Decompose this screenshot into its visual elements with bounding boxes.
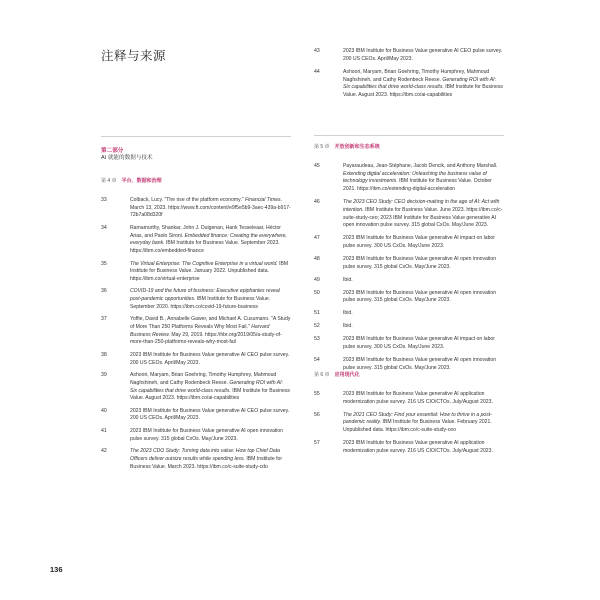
reference-item [101, 288, 291, 311]
reference-title: The 2021 CEO Study: Find your essential: How to thrive in a post-pandemic reality. [343, 411, 492, 426]
reference-text: 2023 IBM Institute for Business Value generative AI open innovation pulse survey. 315 global CxOs. May/June 2023. [130, 427, 284, 442]
reference-item [314, 235, 504, 250]
reference-text: Ibid. [343, 276, 353, 283]
reference-number: 33 [101, 197, 107, 203]
reference-item [101, 316, 291, 347]
chapter-number: 第 5 章 [314, 144, 330, 150]
reference-title: Embedded finance: Creating the everywhere, everyday bank. [130, 232, 287, 247]
reference-number: 47 [314, 235, 320, 242]
reference-item [314, 199, 504, 230]
reference-number: 45 [314, 163, 320, 169]
reference-item [101, 408, 291, 423]
right-references-top [314, 48, 504, 100]
reference-text: Ibid. [343, 310, 353, 317]
section-divider [314, 135, 504, 136]
reference-text: Payaraudeau, Jean-Stéphane, Jacob Dencik, and Anthony Marshall. Extending digital acceleration: Unleashing the business value of technology investments. IBM Institute for Business Value. October 2021. https://ibm.co/extending-digital-acceleration [343, 163, 498, 193]
reference-item [314, 163, 504, 194]
chapter-title: 开放创新和生态系统 [334, 144, 380, 150]
reference-number: 46 [314, 199, 320, 206]
chapter-number: 第 4 章 [101, 178, 117, 184]
reference-item [314, 48, 504, 63]
reference-text: 2023 IBM Institute for Business Value generative AI CEO pulse survey. 200 US CEOs. April/May 2023. [130, 351, 290, 366]
reference-number: 49 [314, 276, 320, 283]
reference-title: Financial Times. [244, 197, 283, 203]
reference-number: 55 [314, 391, 320, 397]
reference-text: 2023 IBM Institute for Business Value generative AI open innovation pulse survey. 315 global CxOs. May/June 2023. [343, 289, 497, 304]
chapter-4-heading [101, 177, 162, 184]
chapter-5-heading [314, 143, 380, 150]
section-divider [101, 136, 291, 137]
reference-item [314, 277, 504, 285]
reference-text: Ibid. [343, 323, 353, 330]
reference-title: Harvard Business Review. [130, 324, 270, 338]
chapter-title: 平台、数据和治理 [121, 178, 162, 184]
reference-text: Colback, Lucy. "The rise of the platform economy." Financial Times. March 13, 2023. https://www.ft.com/content/e9f5e5b9-3aec-439a-b917-72b7a08d320f [130, 197, 291, 219]
reference-number: 56 [314, 411, 320, 418]
reference-item [314, 412, 504, 435]
chapter-5-references [314, 163, 504, 372]
reference-text: Ashoori, Maryam, Brian Goehring, Timothy Humphrey, Mahmoud Naghshineh, and Cathy Rodenbeck Reese. Generating ROI with AI: Six capabilities that drive world-class results. IBM Institute for Business Value. August 2023. https://ibm.co/ai-capabilities [343, 68, 503, 99]
reference-number: 48 [314, 255, 320, 262]
reference-text: The 2021 CEO Study: Find your essential: How to thrive in a post-pandemic reality. IBM Institute for Business Value. February 2021. Unpublished data. https://ibm.co/c-suite-study-ceo [343, 411, 492, 434]
reference-item [314, 69, 504, 100]
reference-text: Ramamurthy, Shankar, John J. Duigenan, Hank Tesseleaar, Héctor Arias, and Paolo Sironi. Embedded finance: Creating the everywhere, everyday bank. IBM Institute for Business Value. September 2023. https://ibm.co/embedded-finance [130, 224, 287, 255]
reference-item [101, 372, 291, 403]
reference-number: 38 [101, 351, 107, 358]
reference-number: 51 [314, 310, 320, 317]
reference-text: 2023 IBM Institute for Business Value generative AI impact on labor pulse survey. 300 US CxOs. May/June 2023. [343, 235, 495, 249]
reference-title: The Virtual Enterprise: The Cognitive Enterprise in a virtual world. [130, 260, 278, 267]
reference-text: 2023 IBM Institute for Business Value generative AI CEO pulse survey. 200 US CEOs. April/May 2023. [130, 407, 290, 422]
reference-number: 37 [101, 316, 107, 323]
reference-number: 42 [101, 448, 107, 455]
reference-text: The 2023 CEO Study: CEO decision-making in the age of AI: Act with intention. IBM Institute for Business Value. June 2023. https://ibm.co/c-suite-study-ceo; 2023 IBM Institute for Business Value generative AI open innovation pulse survey. 315 global CxOs. May/June 2023. [343, 199, 503, 229]
reference-item [314, 310, 504, 318]
reference-number: 36 [101, 288, 107, 295]
reference-text: COVID-19 and the future of business: Executive epiphanies reveal post-pandemic opportunities. IBM Institute for Business Value. September 2020. https://ibm.co/covid-19-future-business [130, 288, 280, 310]
reference-text: Ashoori, Maryam, Brian Goehring, Timothy Humphrey, Mahmoud Naghshineh, and Cathy Rodenbeck Reese. Generating ROI with AI: Six capabilities that drive world-class results. IBM Institute for Business Value. August 2023. https://ibm.co/ai-capabilities [130, 372, 290, 402]
reference-text: The Virtual Enterprise: The Cognitive Enterprise in a virtual world. IBM Institute for Business Value. January 2022. Unpublished data. https://ibm.co/virtual-enterprise [130, 260, 289, 282]
reference-item [101, 225, 291, 256]
reference-number: 54 [314, 357, 320, 364]
page-title: 注释与来源 [101, 49, 167, 63]
reference-number: 35 [101, 260, 107, 267]
reference-item [314, 290, 504, 305]
reference-text: Yoffie, David B., Annabelle Gawer, and Michael A. Cusumano. "A Study of More Than 250 Platforms Reveals Why Most Fail." Harvard Business Review. May 29, 2019. https://hbr.org/2019/05/a-study-of-more-than-250-platforms-reveals-why-most-fail [130, 316, 291, 346]
reference-title: Extending digital acceleration: Unleashing the business value of technology investments. [343, 170, 487, 185]
chapter-6-references [314, 391, 504, 456]
reference-text: 2023 IBM Institute for Business Value generative AI application modernization pulse survey. 216 US CIO/CTOs. July/August 2023. [343, 440, 493, 454]
reference-text: 2023 IBM Institute for Business Value generative AI impact on labor pulse survey. 300 US CxOs. May/June 2023. [343, 336, 495, 351]
reference-number: 44 [314, 68, 320, 75]
reference-number: 53 [314, 336, 320, 343]
reference-title: The 2023 CEO Study: CEO decision-making in the age of AI: Act with intention. [343, 199, 500, 213]
reference-title: The 2023 CDO Study: Turning data into value: How top Chief Data Officers deliver outsize results while spending less. [130, 448, 280, 462]
reference-number: 34 [101, 224, 107, 231]
chapter-number: 第 6 章 [314, 372, 330, 378]
reference-item [101, 428, 291, 443]
reference-item [314, 391, 504, 406]
reference-number: 43 [314, 48, 320, 54]
reference-item [314, 336, 504, 351]
reference-number: 39 [101, 372, 107, 379]
reference-item [314, 323, 504, 331]
reference-text: 2023 IBM Institute for Business Value generative AI open innovation pulse survey. 315 global CxOs. May/June 2023. [343, 255, 497, 270]
reference-title: COVID-19 and the future of business: Executive epiphanies reveal post-pandemic opportunities. [130, 288, 280, 303]
reference-title: Generating ROI with AI: Six capabilities that drive world-class results. [130, 379, 284, 394]
part-label: 第二部分 [101, 148, 124, 154]
reference-number: 41 [101, 427, 107, 434]
reference-number: 50 [314, 289, 320, 296]
reference-text: 2023 IBM Institute for Business Value generative AI CEO pulse survey. 200 US CEOs. April/May 2023. [343, 48, 503, 62]
reference-text: 2023 IBM Institute for Business Value generative AI application modernization pulse survey. 216 US CIO/CTOs. July/August 2023. [343, 391, 493, 405]
reference-number: 40 [101, 407, 107, 414]
reference-item [314, 256, 504, 271]
reference-text: The 2023 CDO Study: Turning data into value: How top Chief Data Officers deliver outsize results while spending less. IBM Institute for Business Value. March 2023. https://ibm.co/c-suite-study-cdo [130, 448, 283, 470]
page-number: 136 [50, 565, 63, 574]
chapter-6-heading [314, 371, 360, 378]
reference-item [101, 261, 291, 284]
reference-title: Generating ROI with AI: Six capabilities that drive world-class results. [343, 76, 497, 91]
reference-number: 52 [314, 323, 320, 330]
reference-item [101, 448, 291, 471]
reference-item [101, 352, 291, 367]
reference-item [314, 440, 504, 455]
part-subtitle: AI 就能的数据与技术 [101, 155, 153, 161]
chapter-title: 应用现代化 [334, 372, 360, 378]
reference-text: 2023 IBM Institute for Business Value generative AI open innovation pulse survey. 315 global CxOs. May/June 2023. [343, 357, 497, 371]
reference-number: 57 [314, 440, 320, 447]
left-references [101, 197, 291, 471]
reference-item [101, 197, 291, 220]
